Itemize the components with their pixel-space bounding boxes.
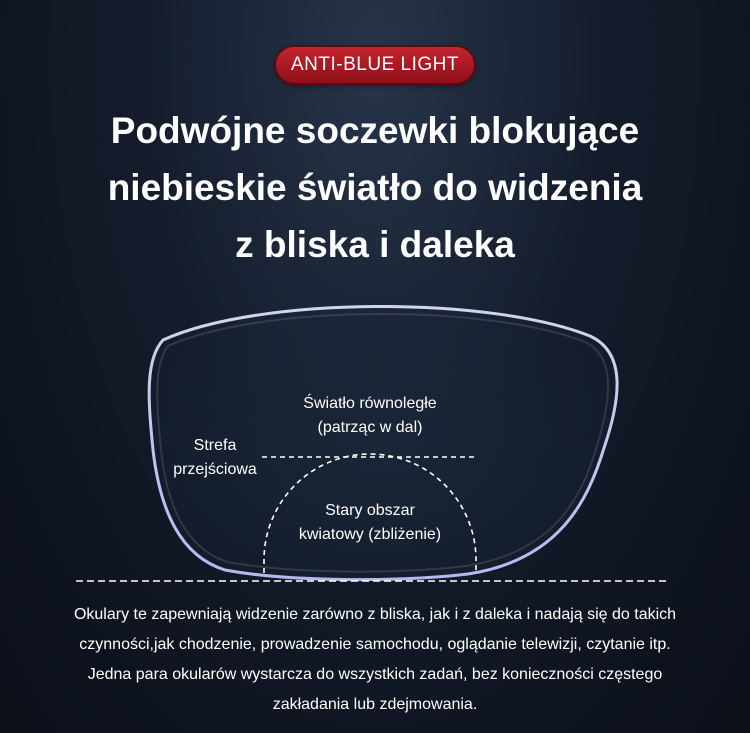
description-line-1: Okulary te zapewniają widzenie zarówno z bliska, jak i z daleka i nadają się do takich [73,606,677,623]
anti-blue-light-badge: ANTI-BLUE LIGHT [276,47,474,83]
title-line-3: z bliska i daleka [235,224,515,265]
description-line-3: Jedna para okularów wystarcza do wszystkich zadań, bez konieczności częstego [87,666,663,683]
title-line-1: Podwójne soczewki blokujące [110,110,640,151]
far-vision-label: Światło równoległe (patrząc w dal) [303,395,437,436]
transition-zone-label: Strefa przejściowa [173,437,257,478]
title-line-2: niebieskie światło do widzenia [107,167,643,208]
near-vision-label: Stary obszar kwiatowy (zbliżenie) [298,502,442,543]
description [0,600,750,720]
description-line-2: czynności,jak chodzenie, prowadzenie samochodu, oglądanie telewizji, czytanie itp. [79,636,671,653]
description-line-4: zakładania lub zdejmowania. [272,696,478,713]
